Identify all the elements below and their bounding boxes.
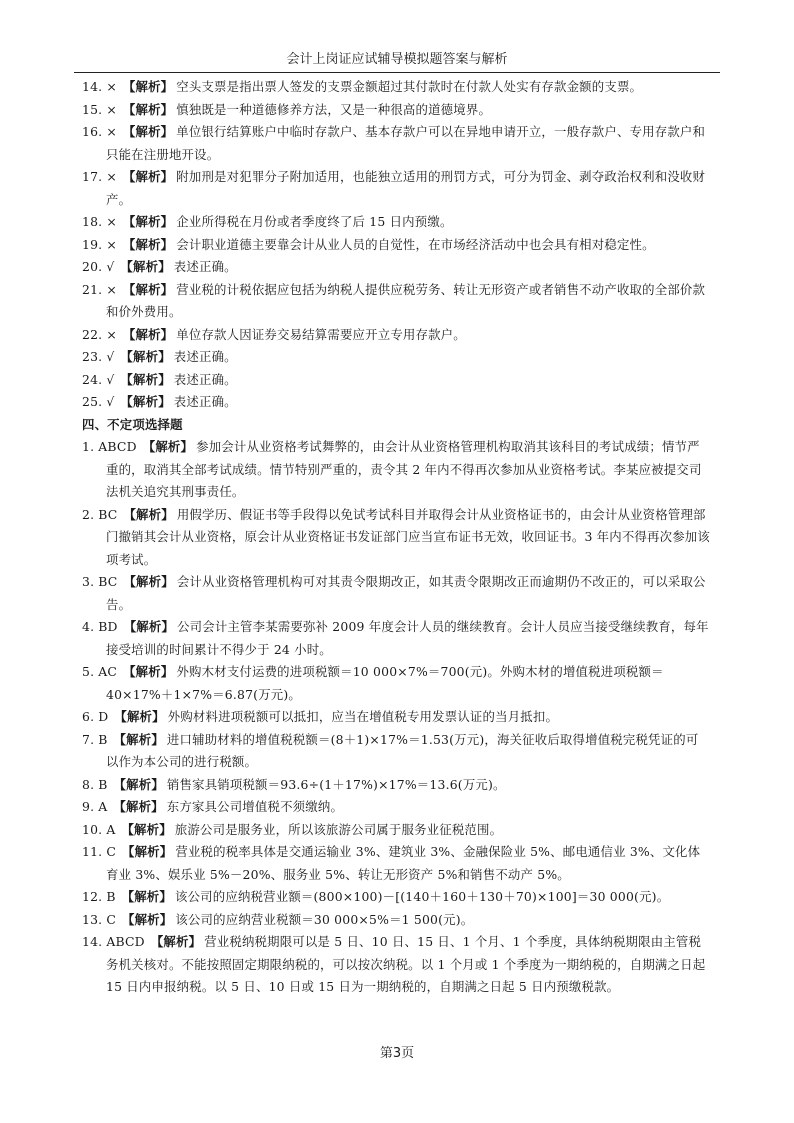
answer-explanation: 外购材料进项税额可以抵扣，应当在增值税专用发票认证的当月抵扣。 [167,709,559,724]
answer-item [82,99,710,122]
answer-item [82,121,710,166]
analysis-tag: 【解析】 [122,326,174,342]
answer-explanation: 用假学历、假证书等手段得以免试考试科目并取得会计从业资格证书的，由会计从业资格管理部门撤销其会计从业资格，原会计从业资格证书发证部门应当宣布证书无效，收回证书。3 年内不得再次参加该项考试。 [106,506,710,567]
answer-mark: √ [106,259,115,274]
answer-mark: × [106,214,117,229]
analysis-tag: 【解析】 [120,259,171,274]
analysis-tag: 【解析】 [123,506,174,522]
answer-mark: ABCD [98,439,137,454]
answer-item [82,256,710,279]
answer-explanation: 会计从业资格管理机构可对其责令限期改正，如其责令限期改正而逾期仍不改正的，可以采取公告。 [106,574,706,612]
analysis-tag: 【解析】 [113,776,164,792]
answer-explanation: 营业税的税率具体是交通运输业 3%、建筑业 3%、金融保险业 5%、邮电通信业 3%、文化体育业 3%、娱乐业 5%－20%、服务业 5%、转让无形资产 5%和销售不动产 5%。 [106,844,701,882]
answer-number: 2. [82,506,95,522]
answer-number: 14. [82,934,103,949]
answer-explanation: 营业税的计税依据应包括为纳税人提供应税劳务、转让无形资产或者销售不动产收取的全部价款和价外费用。 [106,281,706,319]
answer-explanation: 慎独既是一种道德修养方法，又是一种很高的道德境界。 [176,101,492,117]
answer-item [82,819,710,842]
answer-number: 5. [82,664,95,679]
answer-mark: D [98,709,109,724]
answer-explanation: 表述正确。 [173,259,237,274]
answer-mark: AC [98,664,118,679]
answer-explanation: 该公司的应纳营业税额＝30 000×5%＝1 500(元)。 [175,911,474,927]
answer-mark: × [106,326,117,342]
analysis-tag: 【解析】 [120,349,171,364]
answer-mark: A [98,799,108,814]
answer-item [82,729,710,774]
answer-explanation: 外购木材支付运费的进项税额＝10 000×7%＝700(元)。外购木材的增值税进项税额＝40×17%＋1×7%＝6.87(万元)。 [106,664,664,702]
answer-mark: BD [98,619,118,634]
answer-number: 18. [82,214,103,229]
answer-number: 9. [82,799,95,814]
answer-explanation: 会计职业道德主要靠会计从业人员的自觉性，在市场经济活动中也会具有相对稳定性。 [176,236,655,252]
header-title: 会计上岗证应试辅导模拟题答案与解析 [286,52,508,67]
answer-item [82,504,710,572]
answer-explanation: 企业所得税在月份或者季度终了后 15 日内预缴。 [176,214,453,229]
answer-mark: × [106,101,117,117]
answer-explanation: 进口辅助材料的增值税税额＝(8＋1)×17%＝1.53(万元)，海关征收后取得增值税完税凭证的可以作为本公司的进行税额。 [106,731,699,769]
choice-answers [82,436,710,999]
answer-number: 14. [82,79,103,94]
page-footer [0,1042,794,1061]
answer-number: 8. [82,776,95,792]
answer-explanation: 附加刑是对犯罪分子附加适用，也能独立适用的刑罚方式，可分为罚金、剥夺政治权利和没收财产。 [106,169,706,207]
answer-explanation: 空头支票是指出票人签发的支票金额超过其付款时在付款人处实有存款金额的支票。 [176,79,643,94]
answer-item [82,211,710,234]
answer-mark: C [106,911,116,927]
answer-explanation: 旅游公司是服务业，所以该旅游公司属于服务业征税范围。 [174,821,503,837]
answer-item [82,616,710,661]
answer-number: 21. [82,281,103,297]
analysis-tag: 【解析】 [123,574,174,589]
analysis-tag: 【解析】 [150,934,202,949]
answer-item [82,841,710,886]
answer-item [82,234,710,257]
answer-explanation: 单位银行结算账户中临时存款户、基本存款户可以在异地申请开立，一般存款户、专用存款户和只能在注册地开设。 [106,124,706,162]
analysis-tag: 【解析】 [120,394,171,409]
analysis-tag: 【解析】 [122,79,174,94]
page-header [74,50,720,73]
analysis-tag: 【解析】 [120,371,171,387]
answer-mark: BC [98,574,118,589]
answer-explanation: 营业税纳税期限可以是 5 日、10 日、15 日、1 个月、1 个季度，具体纳税期限由主管税务机关核对。不能按照固定期限纳税的，可以按次纳税。以 1 个月或 1 个季度为一期纳税的，自期满之日起 15 日内申报纳税。以 5 日、10 日或 15 日为一期纳税的，自期满之日起 5 日内预缴税款。 [106,934,706,994]
answer-mark: B [98,731,108,747]
answer-number: 20. [82,259,103,274]
answer-explanation: 参加会计从业资格考试舞弊的，由会计从业资格管理机构取消其该科目的考试成绩；情节严重的，取消其全部考试成绩。情节特别严重的，责令其 2 年内不得再次参加从业资格考试。李某应被提交司法机关追究其刑事责任。 [106,439,702,499]
answer-mark: B [106,889,116,904]
answer-item [82,436,710,504]
analysis-tag: 【解析】 [113,731,164,747]
answer-mark: B [98,776,108,792]
answer-number: 7. [82,731,95,747]
answer-number: 1. [82,439,95,454]
answer-explanation: 销售家具销项税额＝93.6÷(1＋17%)×17%＝13.6(万元)。 [166,776,506,792]
analysis-tag: 【解析】 [123,619,175,634]
answer-item [82,369,710,392]
analysis-tag: 【解析】 [114,709,165,724]
answer-mark: ABCD [106,934,145,949]
answer-item [82,166,710,211]
answer-mark: A [106,821,116,837]
answer-number: 12. [82,889,103,904]
answer-number: 11. [82,844,103,859]
analysis-tag: 【解析】 [122,281,174,297]
answer-item [82,279,710,324]
answer-mark: √ [106,394,115,409]
answer-mark: × [106,124,117,139]
analysis-tag: 【解析】 [123,664,174,679]
answer-number: 25. [82,394,103,409]
answer-explanation: 表述正确。 [173,349,237,364]
answer-item [82,886,710,909]
analysis-tag: 【解析】 [121,889,172,904]
answer-mark: × [106,79,117,94]
answer-number: 22. [82,326,103,342]
answer-item [82,706,710,729]
analysis-tag: 【解析】 [142,439,194,454]
answer-number: 15. [82,101,103,117]
answer-mark: × [106,236,117,252]
answer-mark: √ [106,371,115,387]
analysis-tag: 【解析】 [122,911,173,927]
answer-mark: × [106,281,117,297]
answer-explanation: 单位存款人因证券交易结算需要应开立专用存款户。 [176,326,466,342]
answer-item [82,796,710,819]
answer-number: 24. [82,371,103,387]
page-number: 第3页 [379,1046,415,1061]
analysis-tag: 【解析】 [122,169,174,184]
answer-number: 16. [82,124,103,139]
judgment-answers [82,76,710,414]
answer-explanation: 表述正确。 [173,394,237,409]
section-title: 四、不定项选择题 [82,416,183,432]
analysis-tag: 【解析】 [113,799,164,814]
answer-mark: √ [106,349,115,364]
analysis-tag: 【解析】 [122,236,174,252]
answer-mark: C [106,844,116,859]
answer-item [82,661,710,706]
answer-mark: BC [98,506,118,522]
answer-number: 19. [82,236,103,252]
answer-number: 3. [82,574,95,589]
answer-number: 6. [82,709,95,724]
answer-explanation: 该公司的应纳税营业额＝(800×100)－[(140＋160＋130＋70)×100]＝30 000(元)。 [175,889,670,904]
answer-mark: × [106,169,117,184]
answer-explanation: 公司会计主管李某需要弥补 2009 年度会计人员的继续教育。会计人员应当接受继续教育，每年接受培训的时间累计不得少于 24 小时。 [106,619,709,657]
answer-number: 10. [82,821,103,837]
answer-item [82,76,710,99]
answer-item [82,391,710,414]
answer-content [82,76,710,999]
answer-number: 23. [82,349,103,364]
answer-number: 13. [82,911,103,927]
answer-item [82,909,710,932]
analysis-tag: 【解析】 [121,821,172,837]
answer-number: 4. [82,619,95,634]
answer-explanation: 东方家具公司增值税不须缴纳。 [166,799,344,814]
answer-item [82,346,710,369]
answer-item [82,324,710,347]
analysis-tag: 【解析】 [122,101,174,117]
analysis-tag: 【解析】 [122,844,173,859]
answer-explanation: 表述正确。 [173,371,237,387]
answer-item [82,571,710,616]
answer-item [82,931,710,999]
analysis-tag: 【解析】 [122,214,174,229]
answer-number: 17. [82,169,103,184]
answer-item [82,774,710,797]
analysis-tag: 【解析】 [122,124,174,139]
